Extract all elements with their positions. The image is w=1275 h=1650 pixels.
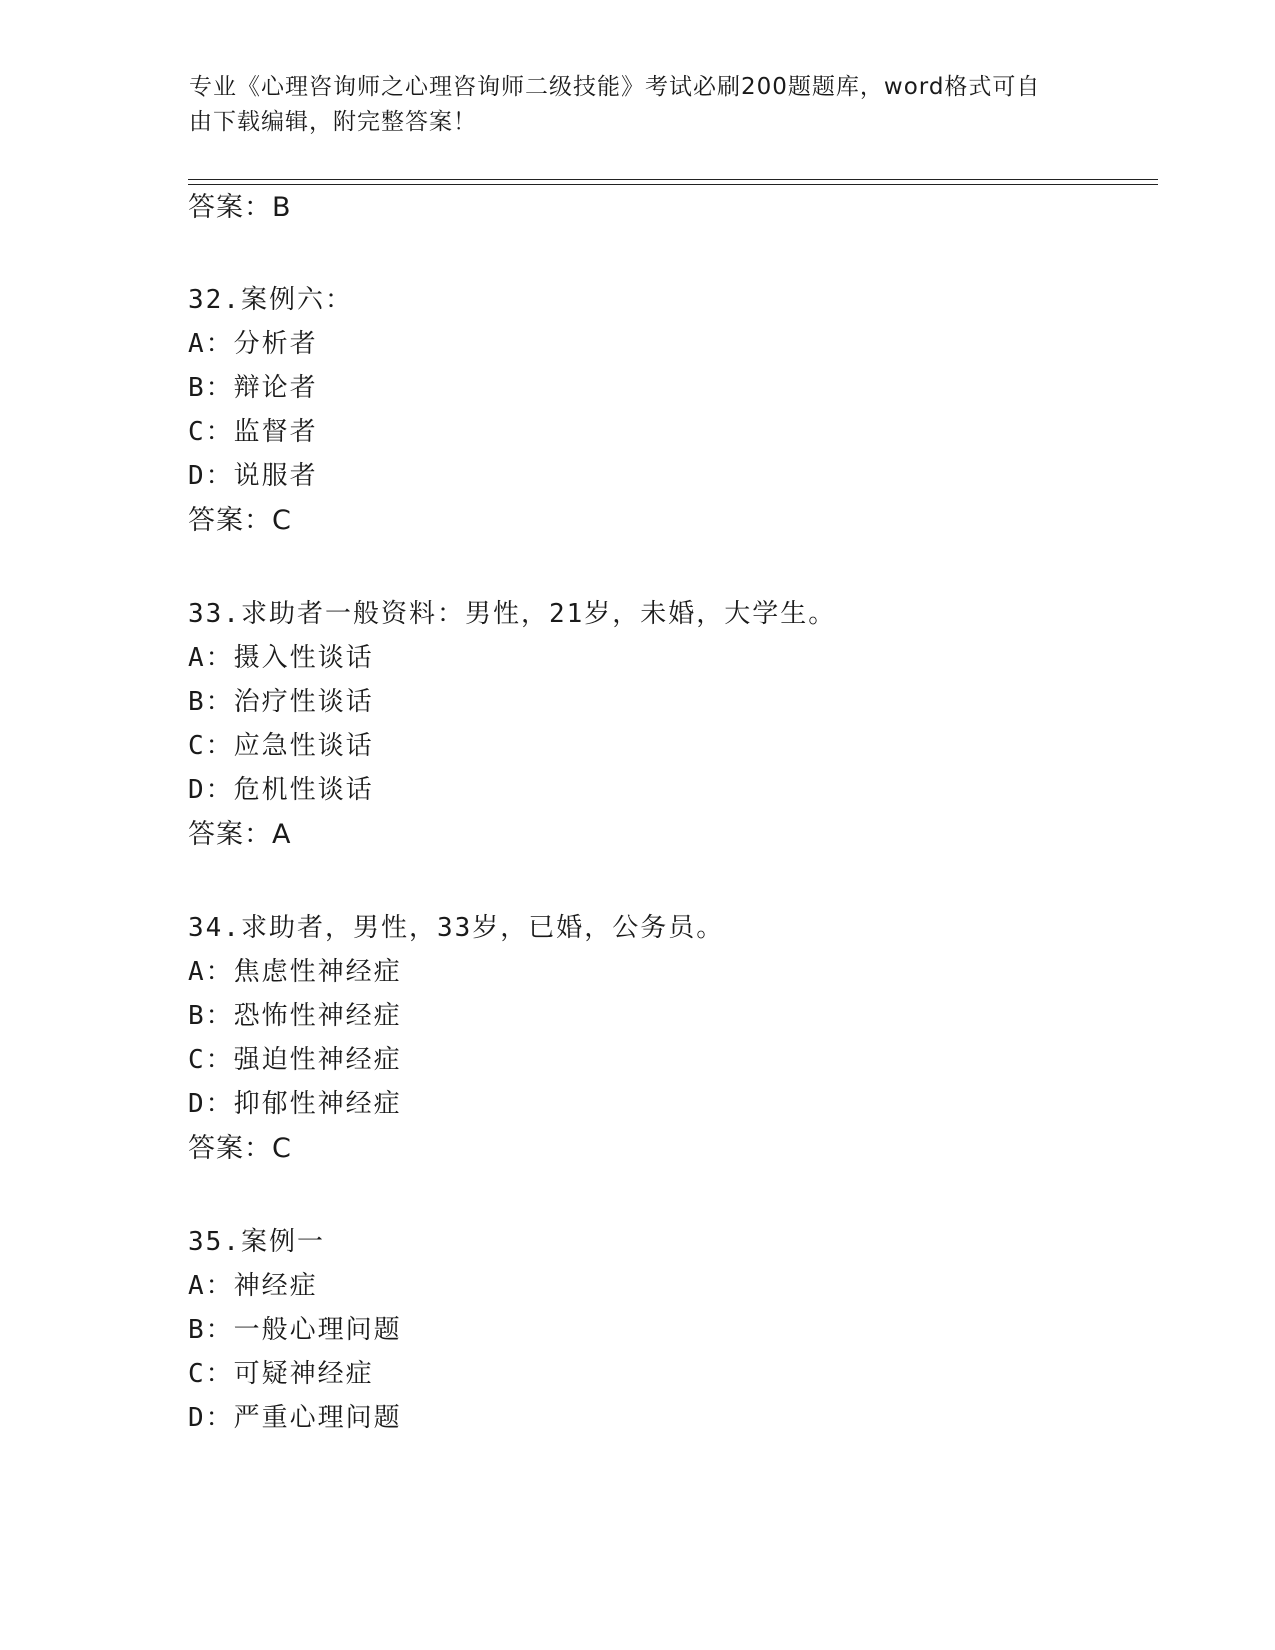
question-32-answer: 答案：C [188,505,292,536]
document-header [189,70,1089,140]
question-34-option-b: B：恐怖性神经症 [188,1001,402,1031]
question-35-option-c: C：可疑神经症 [188,1359,374,1389]
question-32-option-b: B：辩论者 [188,373,318,403]
question-32-option-c: C：监督者 [188,417,318,447]
header-line-1: 专业《心理咨询师之心理咨询师二级技能》考试必刷200题题库，word格式可自 [189,74,1041,100]
question-34-title: 34.求助者，男性，33岁，已婚，公务员。 [188,913,725,943]
question-33-option-d: D：危机性谈话 [188,775,374,805]
question-33-option-b: B：治疗性谈话 [188,687,374,717]
header-line-2: 由下载编辑，附完整答案！ [189,109,477,135]
question-34-option-c: C：强迫性神经症 [188,1045,402,1075]
question-33-answer: 答案：A [188,819,292,850]
header-divider-top [188,179,1158,180]
question-35-option-d: D：严重心理问题 [188,1403,402,1433]
question-33-title: 33.求助者一般资料：男性，21岁，未婚，大学生。 [188,599,837,629]
question-32-option-a: A：分析者 [188,329,318,359]
question-35-option-a: A：神经症 [188,1271,318,1301]
question-32-title: 32.案例六： [188,285,353,315]
question-33-option-c: C：应急性谈话 [188,731,374,761]
question-35-title: 35.案例一 [188,1227,325,1257]
question-33-option-a: A：摄入性谈话 [188,643,374,673]
question-34-option-a: A：焦虑性神经症 [188,957,402,987]
previous-answer: 答案：B [188,192,292,223]
question-34-option-d: D：抑郁性神经症 [188,1089,402,1119]
header-divider-bottom [188,184,1158,185]
question-35-option-b: B：一般心理问题 [188,1315,402,1345]
question-34-answer: 答案：C [188,1133,292,1164]
question-32-option-d: D：说服者 [188,461,318,491]
